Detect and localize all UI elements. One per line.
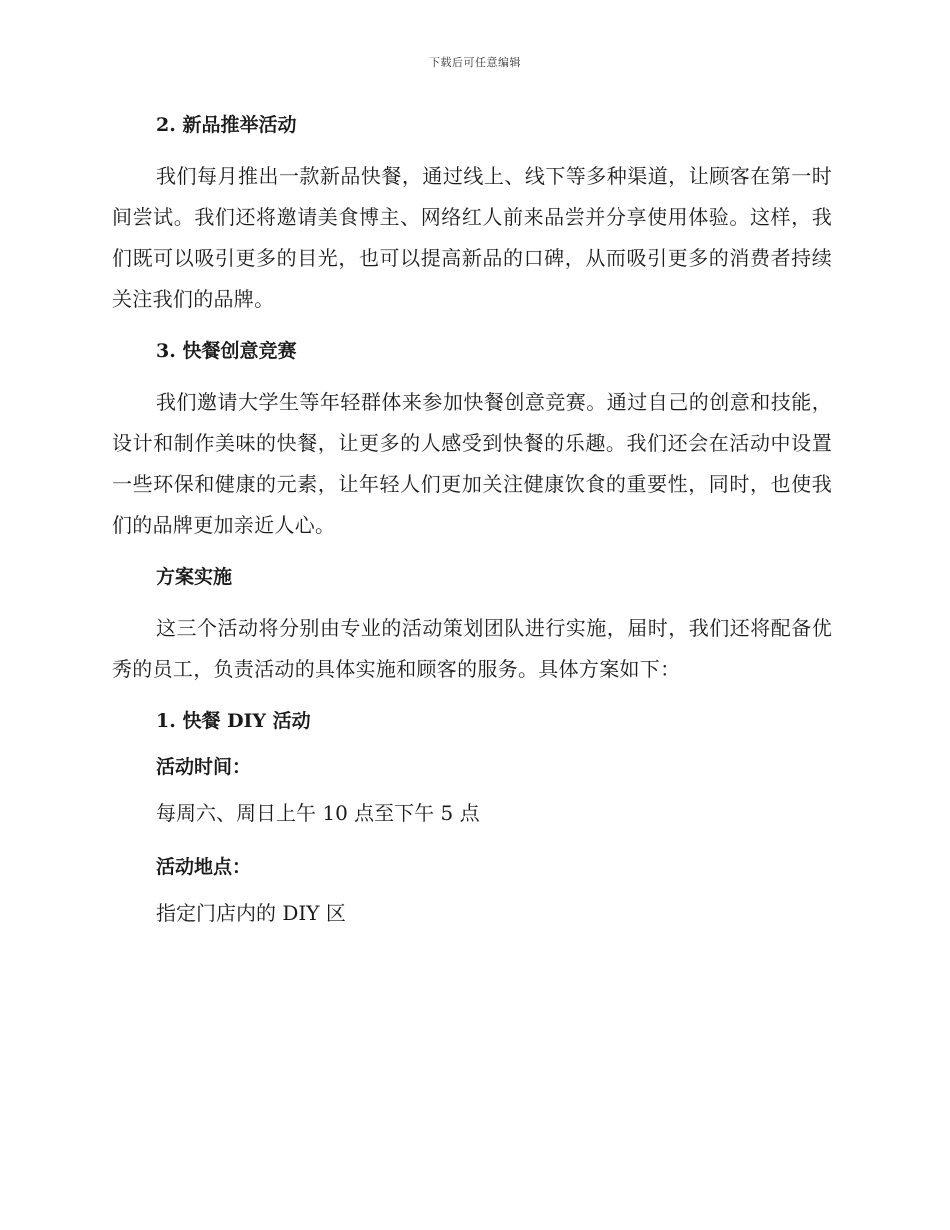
- header-note: 下载后可任意编辑: [429, 56, 521, 69]
- section-paragraph-new-product: 我们每月推出一款新品快餐，通过线上、线下等多种渠道，让顾客在第一时间尝试。我们还将邀请美食博主、网络红人前来品尝并分享使用体验。这样，我们既可以吸引更多的目光，也可以提高新品的口碑，从而吸引更多的消费者持续关注我们的品牌。: [112, 164, 832, 311]
- activity-place-label: 活动地点：: [156, 856, 252, 878]
- section-heading-diy-activity: 1. 快餐 DIY 活动: [156, 710, 311, 732]
- activity-time-value: 每周六、周日上午 10 点至下午 5 点: [156, 801, 480, 825]
- section-heading-new-product: 2. 新品推举活动: [156, 114, 297, 136]
- section-paragraph-creative-contest: 我们邀请大学生等年轻群体来参加快餐创意竞赛。通过自己的创意和技能，设计和制作美味的快餐，让更多的人感受到快餐的乐趣。我们还会在活动中设置一些环保和健康的元素，让年轻人们更加关注健康饮食的重要性，同时，也使我们的品牌更加亲近人心。: [112, 390, 832, 537]
- activity-time-label: 活动时间：: [156, 756, 252, 778]
- section-paragraph-implementation: 这三个活动将分别由专业的活动策划团队进行实施，届时，我们还将配备优秀的员工，负责活动的具体实施和顾客的服务。具体方案如下：: [112, 616, 832, 681]
- document-body: [112, 110, 832, 952]
- activity-place-value: 指定门店内的 DIY 区: [156, 901, 346, 925]
- section-heading-implementation: 方案实施: [156, 566, 233, 588]
- section-heading-creative-contest: 3. 快餐创意竞赛: [156, 340, 297, 362]
